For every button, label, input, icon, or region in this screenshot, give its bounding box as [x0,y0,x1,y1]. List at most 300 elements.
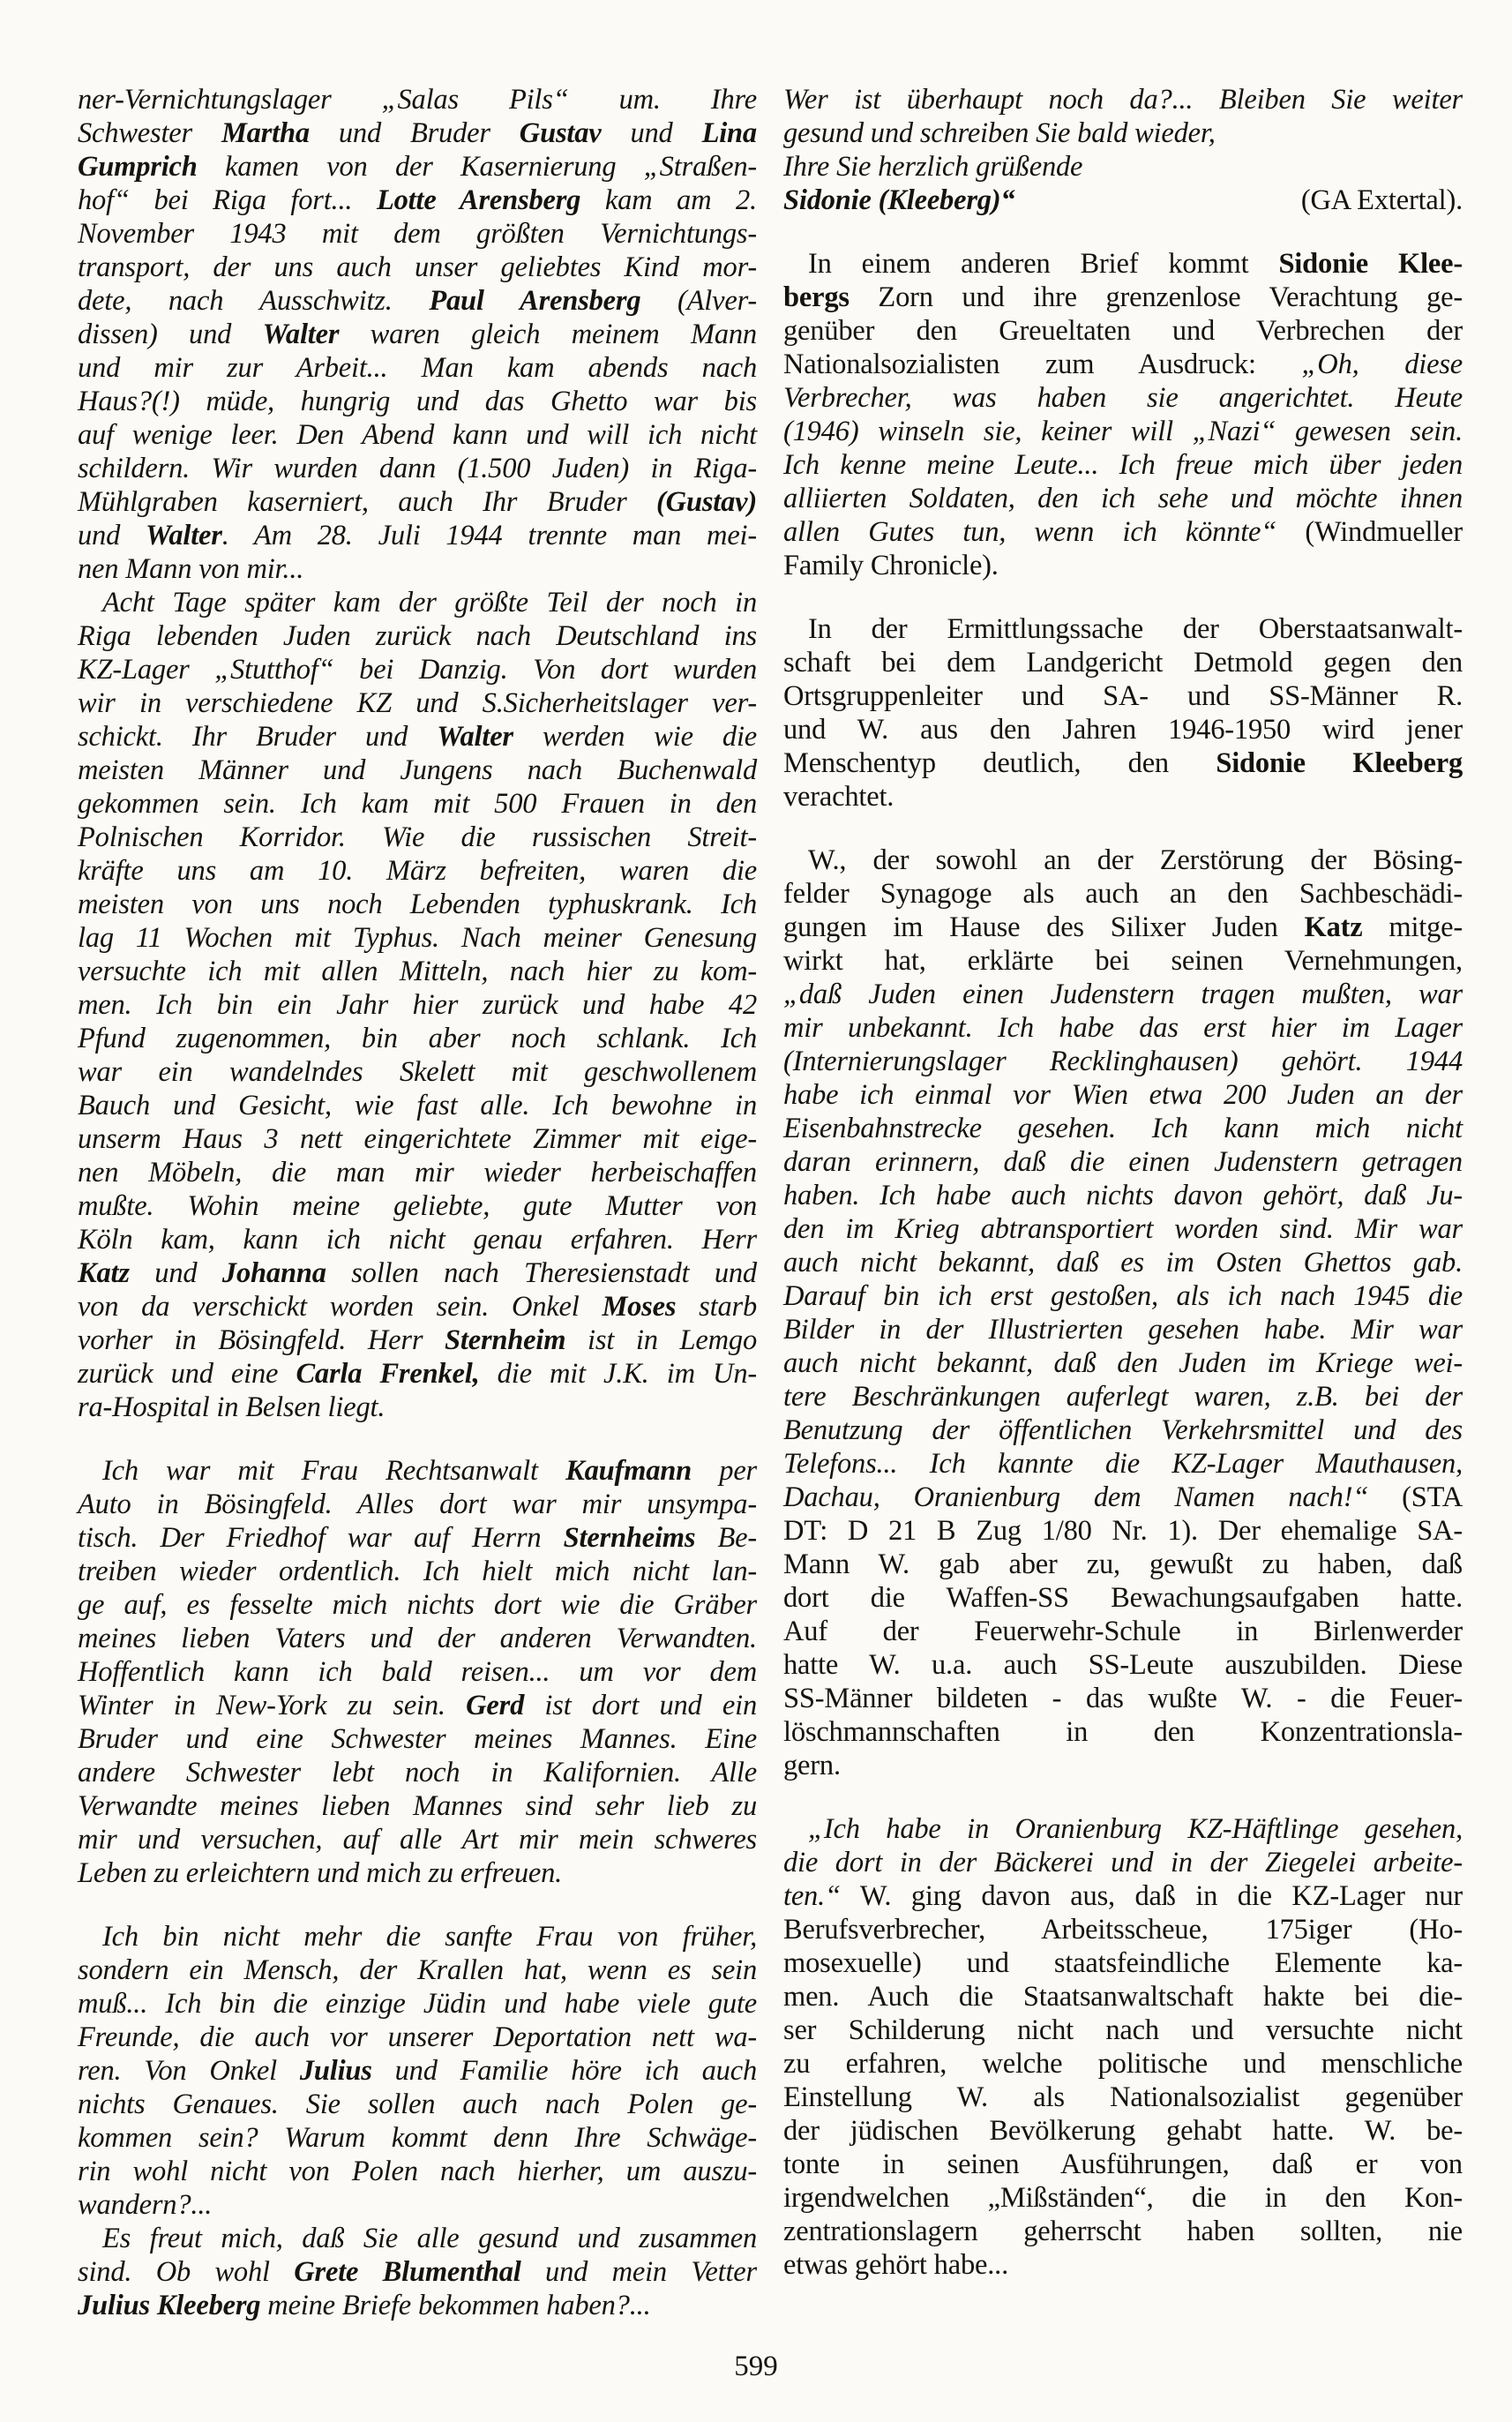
text-run: Hoffentlich kann ich bald reisen... um vor dem [78,1656,757,1688]
text-run: mosexuelle) und staatsfeindliche Elemente ka- [783,1947,1463,1979]
text-line [783,2081,1463,2114]
text-run: genüber den Greueltaten und Verbrechen der [783,315,1463,347]
text-line [783,1246,1463,1279]
text-run: SS-Männer bildeten - das wußte W. - die Feuer- [783,1683,1463,1714]
text-run: dete, nach Ausschwitz. [78,285,430,317]
text-line [783,482,1463,515]
text-line [783,150,1463,184]
text-run: Köln kam, kann ich nicht genau erfahren. Herr [78,1224,757,1256]
text-line [783,2114,1463,2148]
text-run: daran erinnern, daß die einen Judenstern getragen [783,1146,1463,1178]
text-run: Auf der Feuerwehr-Schule in Birlenwerder [783,1616,1463,1647]
text-line [783,646,1463,679]
text-line [783,247,1463,281]
text-line [783,1548,1463,1581]
text-run: tere Beschränkungen auferlegt waren, z.B. bei der [783,1381,1463,1413]
text-run: auch nicht bekannt, daß den Juden im Kriege wei- [783,1347,1463,1379]
text-run: Riga lebenden Juden zurück nach Deutschland ins [78,620,757,652]
text-run: Auto in Bösingfeld. Alles dort war mir unsympa- [78,1488,757,1520]
text-line [78,1323,757,1357]
text-run: Winter in New-York zu sein. [78,1690,467,1721]
text-line [783,2248,1463,2282]
text-line [783,1447,1463,1481]
paragraph [783,612,1463,814]
text-line [78,1689,757,1722]
text-run: mußte. Wohin meine geliebte, gute Mutter von [78,1190,757,1222]
text-line [78,1521,757,1555]
text-run: Julius [299,2055,372,2087]
text-run: unserm Haus 3 nett eingerichtete Zimmer mit eige- [78,1123,757,1155]
text-line [78,988,757,1022]
text-line [783,1413,1463,1447]
text-line [78,519,757,552]
text-line [783,1346,1463,1380]
text-run: und Bruder [309,117,520,149]
left-column [78,83,757,2322]
text-run: ten.“ [783,1880,841,1912]
text-run: der jüdischen Bevölkerung gehabt hatte. W. be- [783,2115,1463,2147]
text-run: Gerd [466,1690,525,1721]
text-run: Grete Blumenthal [294,2256,521,2288]
text-line [783,844,1463,877]
text-run: Verbrecher, was haben sie angerichtet. Heute [783,382,1463,414]
text-line [78,2222,757,2255]
text-run: mir und versuchen, auf alle Art mir mein schweres [78,1824,757,1856]
right-column [783,83,1463,2282]
text-run: Polnischen Korridor. Wie die russischen Streit- [78,821,757,853]
text-line [78,586,757,619]
text-line [783,679,1463,713]
text-run: ser Schilderung nicht nach und versuchte nicht [783,2014,1463,2046]
text-line [78,1953,757,1987]
text-run: schaft bei dem Landgericht Detmold gegen den [783,647,1463,679]
text-line [783,281,1463,314]
text-run: von da verschickt worden sein. Onkel [78,1291,603,1323]
text-run: (Internierungslager Recklinghausen) gehört. 1944 [783,1046,1463,1077]
paragraph [78,1454,757,1890]
text-line [78,1823,757,1856]
text-line [78,83,757,116]
text-line [78,217,757,251]
text-line [783,1648,1463,1682]
text-run: und [601,117,702,149]
text-run: Darauf bin ich erst gestoßen, als ich nach 1945 die [783,1280,1463,1312]
text-run: Ich war mit Frau Rechtsanwalt [102,1455,566,1487]
text-run: meines lieben Vaters und der anderen Verwandten. [78,1623,757,1654]
text-run: Zorn und ihre grenzenlose Verachtung ge- [849,281,1463,313]
text-run: löschmannschaften in den Konzentrationsla- [783,1716,1463,1748]
text-run: Pfund zugenommen, bin aber noch schlank. Ich [78,1023,757,1054]
text-run: Julius Kleeberg [78,2290,261,2321]
text-run: Johanna [221,1257,326,1289]
text-run: Ortsgruppenleiter und SA- und SS-Männer R. [783,680,1463,712]
text-line [783,1112,1463,1145]
paragraph [783,83,1463,217]
text-run: meine Briefe bekommen haben?... [260,2290,651,2321]
text-run: kommen sein? Warum kommt denn Ihre Schwäge- [78,2122,757,2154]
text-line [78,821,757,854]
text-run: Wer ist überhaupt noch da?... Bleiben Sie weiter [783,84,1463,116]
text-run: und mir zur Arbeit... Man kam abends nach [78,352,757,384]
text-line [783,1581,1463,1615]
text-run: und W. aus den Jahren 1946-1950 wird jener [783,714,1463,746]
text-run: sind. Ob wohl [78,2256,295,2288]
text-line [78,2088,757,2121]
text-run: hatte W. u.a. auch SS-Leute auszubilden. Diese [783,1649,1463,1681]
text-run: per [692,1455,757,1487]
text-line [783,944,1463,978]
text-run: ist in Lemgo [565,1324,757,1356]
text-run: Lotte Arensberg [376,184,581,216]
text-run: etwas gehört habe... [783,2249,1009,2281]
text-run: und [78,520,146,551]
text-run: Bilder in der Illustrierten gesehen habe. Mir war [783,1314,1463,1346]
text-line [78,1756,757,1789]
text-run: gesund und schreiben Sie bald wieder, [783,117,1216,149]
text-run: November 1943 mit dem größten Vernichtungs- [78,218,757,250]
text-line [78,1089,757,1122]
text-line [783,83,1463,116]
text-run: starb [676,1291,757,1323]
text-run: Kaufmann [565,1455,692,1487]
text-line [78,1987,757,2021]
text-run: Leben zu erleichtern und mich zu erfreuen. [78,1857,563,1889]
text-run: (Windmueller [1276,516,1463,548]
text-line [78,2054,757,2088]
text-line [78,116,757,150]
text-run: Nationalsozialisten zum Ausdruck: [783,349,1302,380]
text-run: nichts Genaues. Sie sollen auch nach Polen ge- [78,2088,757,2120]
text-run: Moses [602,1291,677,1323]
text-run: mir unbekannt. Ich habe das erst hier im Lager [783,1012,1463,1044]
text-run: Walter [437,721,513,753]
text-run: Paul Arensberg [429,285,641,317]
text-run: „Oh, diese [1301,349,1463,380]
text-run: gern. [783,1750,841,1781]
text-run: irgendwelchen „Mißständen“, die in den Kon- [783,2182,1463,2214]
text-line [78,1122,757,1156]
text-line [783,1846,1463,1879]
text-run: ge auf, es fesselte mich nichts dort wie die Gräber [78,1589,757,1621]
text-run: dissen) und [78,319,263,350]
text-line [783,1946,1463,1980]
text-run: Ich bin nicht mehr die sanfte Frau von früher, [102,1921,757,1953]
text-run: gekommen sein. Ich kam mit 500 Frauen in den [78,788,757,820]
text-run: Bauch und Gesicht, wie fast alle. Ich bewohne in [78,1090,757,1121]
text-run: rin wohl nicht von Polen nach hierher, um auszu- [78,2156,757,2187]
text-run: Gumprich [78,151,198,183]
text-run: Martha [221,117,310,149]
text-run: waren gleich meinem Mann [339,319,757,350]
text-run: Telefons... Ich kannte die KZ-Lager Mauthausen, [783,1448,1463,1480]
text-run: Mann W. gab aber zu, gewußt zu haben, daß [783,1548,1463,1580]
text-run: gungen im Hause des Silixer Juden [783,911,1305,943]
text-run: felder Synagoge als auch an den Sachbeschädi- [783,878,1463,910]
text-run: die dort in der Bäckerei und in der Ziegelei arbeite- [783,1847,1463,1878]
text-line [78,318,757,351]
text-line [78,251,757,284]
text-line [78,2155,757,2188]
text-line [783,978,1463,1011]
text-line [78,1357,757,1391]
text-run: nen Möbeln, die man mir wieder herbeischaffen [78,1157,757,1189]
text-line [783,713,1463,746]
text-run: zentrationslagern geherrscht haben sollten, nie [783,2216,1463,2247]
text-run: muß... Ich bin die einzige Jüdin und habe viele gute [78,1988,757,2020]
text-line [78,686,757,720]
text-line [78,1622,757,1655]
text-line [78,418,757,452]
text-run: DT: D 21 B Zug 1/80 Nr. 1). Der ehemalige SA- [783,1515,1463,1547]
text-line [78,1223,757,1256]
text-line [78,2289,757,2322]
text-line [78,1055,757,1089]
text-line [78,2255,757,2289]
text-run: men. Ich bin ein Jahr hier zurück und habe 42 [78,989,757,1021]
text-line [783,1514,1463,1548]
paragraph [783,247,1463,582]
text-run: lag 11 Wochen mit Typhus. Nach meiner Genesung [78,922,757,954]
text-run: Ihre Sie herzlich grüßende [783,151,1083,183]
text-run: sondern ein Mensch, der Krallen hat, wenn es sein [78,1954,757,1986]
paragraph [78,83,757,586]
text-run: bergs [783,281,850,313]
text-run: vorher in Bösingfeld. Herr [78,1324,445,1356]
text-line [783,1682,1463,1715]
text-line [78,1454,757,1488]
text-line [783,1145,1463,1179]
text-run: und mein Vetter [520,2256,757,2288]
text-run: „daß Juden einen Judenstern tragen mußten, war [783,979,1463,1010]
text-line [78,1856,757,1890]
text-line [78,552,757,586]
text-run: mitge- [1362,911,1463,943]
text-run: sollen nach Theresienstadt und [326,1257,757,1289]
text-run: Haus?(!) müde, hungrig und das Ghetto war bis [78,386,757,417]
text-line [783,2181,1463,2215]
paragraph [783,1812,1463,2282]
text-run: schickt. Ihr Bruder und [78,721,438,753]
text-run: (GA Extertal). [1300,184,1463,216]
text-run: den im Krieg abtransportiert worden sind. Mir war [783,1213,1463,1245]
text-line [783,1380,1463,1413]
paragraph [78,586,757,1424]
text-run: Walter [146,520,222,551]
text-run: W. ging davon aus, daß in die KZ-Lager nur [840,1880,1463,1912]
text-line [783,1812,1463,1846]
text-line [78,1920,757,1953]
text-line [78,1488,757,1521]
text-run: verachtet. [783,781,894,813]
text-run: (1946) winseln sie, keiner will „Nazi“ gewesen sein. [783,416,1463,447]
text-line [783,1179,1463,1212]
text-run: transport, der uns auch unser geliebtes Kind mor- [78,251,757,283]
text-run: Katz [1304,911,1363,943]
text-line [783,1749,1463,1782]
text-line [783,2215,1463,2248]
paragraph [783,844,1463,1782]
text-line [78,150,757,184]
text-run: wirkt hat, erklärte bei seinen Vernehmungen, [783,945,1463,977]
text-line [78,1156,757,1189]
text-line [78,2121,757,2155]
text-run: kam am 2. [580,184,757,216]
text-run: war ein wandelndes Skelett mit geschwollenem [78,1056,757,1088]
text-line [78,787,757,821]
text-run: Eisenbahnstrecke gesehen. Ich kann mich nicht [783,1113,1463,1144]
text-line [783,549,1463,582]
text-line [78,653,757,686]
text-run: die mit J.K. im Un- [479,1358,757,1390]
text-run: KZ-Lager „Stutthof“ bei Danzig. Von dort wurden [78,654,757,686]
text-run: Carla Frenkel, [296,1358,480,1390]
text-run: haben. Ich habe auch nichts davon gehört, daß Ju- [783,1180,1463,1211]
text-run: hof“ bei Riga fort... [78,184,377,216]
text-line [783,515,1463,549]
text-run: kamen von der Kasernierung „Straßen- [197,151,757,183]
text-run: men. Auch die Staatsanwaltschaft hakte bei die- [783,1981,1463,2013]
text-run: werden wie die [513,721,757,753]
paragraph [78,2222,757,2322]
text-line [783,1481,1463,1514]
text-line [78,1391,757,1424]
text-run: Lina [701,117,757,149]
text-line [783,612,1463,646]
text-line [78,1022,757,1055]
text-run: Sidonie Kleeberg [1216,747,1463,779]
text-run: nen Mann von mir... [78,553,304,585]
text-run: Sternheim [445,1324,566,1356]
text-run: Be- [695,1522,757,1554]
text-run: Dachau, Oranienburg dem Namen nach!“ [783,1481,1369,1513]
text-run: wandern?... [78,2189,213,2221]
text-run: W., der sowohl an der Zerstörung der Bösing- [808,844,1463,876]
text-run: habe ich einmal vor Wien etwa 200 Juden an der [783,1079,1463,1111]
text-line [78,351,757,385]
text-run: Walter [262,319,340,350]
text-run: Einstellung W. als Nationalsozialist gegenüber [783,2081,1463,2113]
text-line [78,921,757,955]
text-run: auch nicht bekannt, daß es im Osten Ghettos gab. [783,1247,1463,1278]
text-run: (STA [1368,1481,1463,1513]
text-run: auf wenige leer. Den Abend kann und will ich nicht [78,419,757,451]
text-run: In einem anderen Brief kommt [808,248,1279,280]
text-run: Benutzung der öffentlichen Verkehrsmittel und des [783,1414,1463,1446]
text-line [78,1256,757,1290]
text-line [78,754,757,787]
text-line [783,1980,1463,2013]
text-line [78,485,757,519]
text-line [78,619,757,653]
text-line [783,1011,1463,1045]
text-run: kräfte uns am 10. März befreiten, waren die [78,855,757,887]
text-run: und [129,1257,222,1289]
text-run: Schwester [78,117,221,149]
text-line [783,415,1463,448]
text-run: In der Ermittlungssache der Oberstaatsanwalt- [808,613,1463,645]
text-line [783,1078,1463,1112]
text-run: . Am 28. Juli 1944 trennte man mei- [221,520,757,551]
text-line [78,184,757,217]
text-line [78,955,757,988]
text-run: tonte in seinen Ausführungen, daß er von [783,2148,1463,2180]
text-run: zurück und eine [78,1358,296,1390]
text-run: (Alver- [640,285,757,317]
text-run: ren. Von Onkel [78,2055,300,2087]
text-run: treiben wieder ordentlich. Ich hielt mich nicht lan- [78,1556,757,1587]
text-run: versuchte ich mit allen Mitteln, nach hier zu kom- [78,956,757,987]
paragraph [78,1920,757,2222]
text-line [78,1290,757,1323]
text-run: andere Schwester lebt noch in Kalifornien. Alle [78,1757,757,1788]
text-run: schildern. Wir wurden dann (1.500 Juden) in Riga- [78,453,757,484]
text-line [783,448,1463,482]
text-line [783,1279,1463,1313]
text-line [78,2188,757,2222]
text-line [783,348,1463,381]
text-run: Sidonie (Kleeberg)“ [783,184,1015,216]
text-line [78,2021,757,2054]
text-run: tisch. Der Friedhof war auf Herrn [78,1522,564,1554]
text-line [78,1189,757,1223]
text-line [783,1045,1463,1078]
text-run: Freunde, die auch vor unserer Deportation nett wa- [78,2021,757,2053]
text-line [783,911,1463,944]
text-run: dort die Waffen-SS Bewachungsaufgaben hatte. [783,1582,1463,1614]
text-line [78,1588,757,1622]
text-line [78,1722,757,1756]
text-run: Verwandte meines lieben Mannes sind sehr lieb zu [78,1790,757,1822]
text-line [78,720,757,754]
text-line [783,746,1463,780]
text-line [78,1789,757,1823]
text-run: und Familie höre ich auch [371,2055,758,2087]
text-line [783,2148,1463,2181]
text-run: meisten von uns noch Lebenden typhuskrank. Ich [78,889,757,920]
text-line [783,780,1463,814]
text-run: Mühlgraben kaserniert, auch Ihr Bruder [78,486,657,518]
text-line [783,2013,1463,2047]
text-line [78,452,757,485]
text-line [783,1615,1463,1648]
text-run: Sidonie Klee- [1278,248,1463,280]
text-line [783,116,1463,150]
text-run: Ich kenne meine Leute... Ich freue mich über jeden [783,449,1463,481]
text-line [783,1879,1463,1913]
text-line [783,1913,1463,1946]
text-line [78,1655,757,1689]
text-run: Berufsverbrecher, Arbeitsscheue, 175iger (Ho- [783,1914,1463,1946]
text-run: Katz [78,1257,130,1289]
text-run: Menschentyp deutlich, den [783,747,1216,779]
text-run: Gustav [519,117,602,149]
text-run: Es freut mich, daß Sie alle gesund und zusammen [102,2223,757,2254]
text-line [783,2047,1463,2081]
text-line [783,184,1463,217]
text-line [783,1313,1463,1346]
text-run: Family Chronicle). [783,550,999,581]
text-line [78,888,757,921]
text-line [783,314,1463,348]
text-run: ist dort und ein [524,1690,757,1721]
text-run: (Gustav) [656,486,757,518]
text-run: Sternheims [563,1522,696,1554]
text-run: Acht Tage später kam der größte Teil der noch in [102,587,757,619]
text-run: ra-Hospital in Belsen liegt. [78,1391,385,1423]
text-line [783,381,1463,415]
text-line [783,877,1463,911]
text-line [783,1715,1463,1749]
